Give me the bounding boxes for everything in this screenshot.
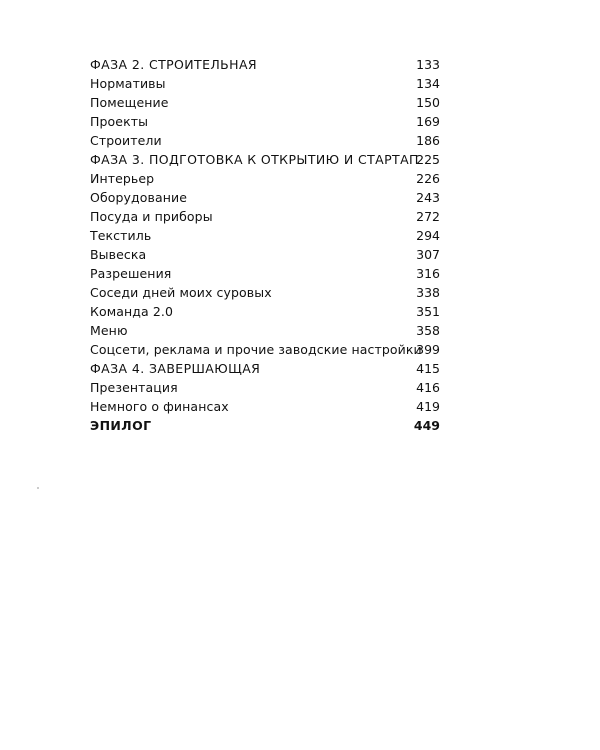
toc-entry-page: 399 [416, 342, 440, 357]
toc-entry [90, 378, 440, 398]
toc-entry-page: 415 [416, 361, 440, 376]
toc-entry-page: 133 [416, 57, 440, 72]
toc-entry [90, 112, 440, 132]
toc-entry-page: 272 [416, 209, 440, 224]
toc-entry-title: Текстиль [90, 228, 152, 243]
toc-section-phase-3 [90, 150, 440, 170]
toc-entry-title: Вывеска [90, 247, 147, 262]
toc-entry-page: 169 [416, 114, 440, 129]
toc-entry-page: 449 [413, 418, 440, 433]
toc-entry-page: 294 [416, 228, 440, 243]
toc-entry [90, 74, 440, 94]
toc-entry-page: 416 [416, 380, 440, 395]
toc-section-phase-2 [90, 55, 440, 75]
toc-entry [90, 207, 440, 227]
toc-entry-page: 338 [416, 285, 440, 300]
toc-entry-title: Помещение [90, 95, 169, 110]
toc-entry-title: ФАЗА 3. ПОДГОТОВКА К ОТКРЫТИЮ И СТАРТАП [90, 152, 419, 167]
toc-entry [90, 321, 440, 341]
toc-entry-title: ФАЗА 2. СТРОИТЕЛЬНАЯ [90, 57, 257, 72]
toc-entry-title: ФАЗА 4. ЗАВЕРШАЮЩАЯ [90, 361, 261, 376]
toc-entry [90, 245, 440, 265]
toc-entry-title: Посуда и приборы [90, 209, 213, 224]
toc-entry-page: 150 [416, 95, 440, 110]
paper-speck [37, 487, 39, 489]
toc-entry-page: 225 [416, 152, 440, 167]
toc-entry [90, 169, 440, 189]
toc-entry [90, 302, 440, 322]
toc-entry-page: 226 [416, 171, 440, 186]
toc-entry-title: Соцсети, реклама и прочие заводские настройки [90, 342, 422, 357]
toc-entry-title: Нормативы [90, 76, 166, 91]
toc-entry [90, 131, 440, 151]
toc-entry-page: 186 [416, 133, 440, 148]
toc-entry-title: ЭПИЛОГ [90, 418, 152, 433]
toc-entry-title: Соседи дней моих суровых [90, 285, 272, 300]
toc-entry [90, 188, 440, 208]
toc-entry-title: Команда 2.0 [90, 304, 174, 319]
toc-entry [90, 340, 440, 360]
toc-section-phase-4 [90, 359, 440, 379]
toc-entry [90, 226, 440, 246]
toc-entry-page: 351 [416, 304, 440, 319]
toc-entry [90, 283, 440, 303]
toc-entry-title: Оборудование [90, 190, 188, 205]
toc-entry-title: Немного о финансах [90, 399, 229, 414]
toc-entry-title: Проекты [90, 114, 149, 129]
toc-entry-page: 419 [416, 399, 440, 414]
toc-entry-page: 243 [416, 190, 440, 205]
toc-entry-page: 307 [416, 247, 440, 262]
toc-entry-title: Презентация [90, 380, 178, 395]
toc-entry-title: Меню [90, 323, 128, 338]
toc-entry [90, 397, 440, 417]
toc-entry-title: Разрешения [90, 266, 172, 281]
toc-entry-title: Интерьер [90, 171, 155, 186]
toc-entry-page: 134 [416, 76, 440, 91]
toc-entry-title: Строители [90, 133, 162, 148]
toc-entry [90, 264, 440, 284]
toc-epilogue [90, 416, 440, 436]
toc-entry-page: 316 [416, 266, 440, 281]
toc-entry [90, 93, 440, 113]
toc-entry-page: 358 [416, 323, 440, 338]
